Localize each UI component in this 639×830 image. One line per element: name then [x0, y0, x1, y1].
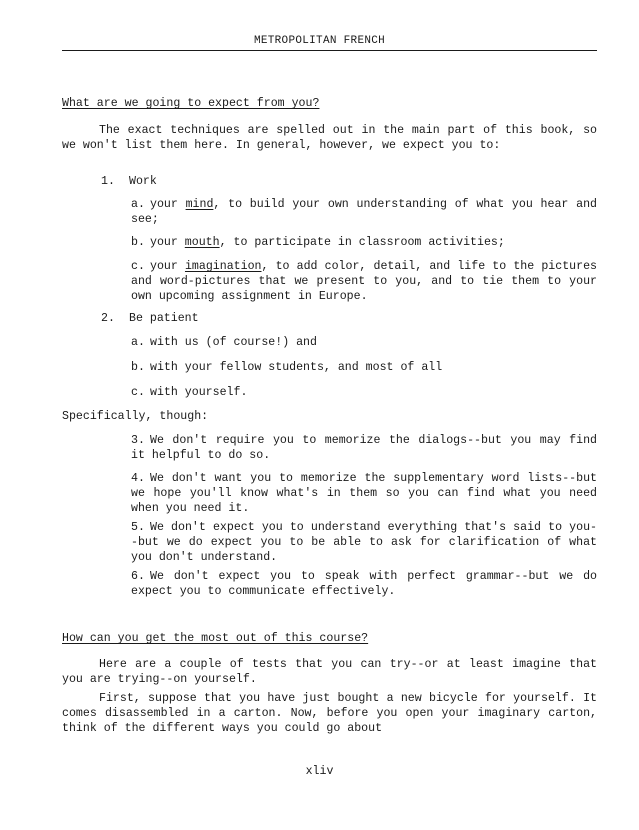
sub-text-post: , to build your own understanding of what you hear and see; — [131, 198, 597, 226]
list-item-work — [101, 174, 157, 189]
sub-item-fellow-students — [131, 360, 597, 375]
point-item — [131, 433, 597, 463]
sub-text-pre: your — [150, 260, 185, 273]
sub-item-mouth — [131, 235, 597, 250]
list-label: Work — [129, 175, 157, 188]
sub-text: with us (of course!) and — [150, 336, 317, 349]
page-number: xliv — [305, 765, 334, 778]
list-number: 1. — [101, 175, 115, 188]
point-number: 6. — [131, 570, 145, 583]
sub-text: with yourself. — [150, 386, 248, 399]
sub-letter: b. — [131, 361, 145, 374]
point-number: 4. — [131, 472, 145, 485]
running-header: METROPOLITAN FRENCH — [253, 35, 386, 47]
sub-text-post: , to add color, detail, and life to the pictures and word-pictures that we present to you, and to tie them to your own upcoming assignment in Europe. — [131, 260, 597, 303]
sub-letter: a. — [131, 198, 145, 211]
specifically-label: Specifically, though: — [62, 410, 209, 423]
point-number: 3. — [131, 434, 145, 447]
list-item-be-patient — [101, 311, 199, 326]
underlined-word: mouth — [184, 236, 220, 249]
sub-text-pre: your — [150, 236, 185, 249]
sub-item-yourself — [131, 385, 597, 400]
intro-text: The exact techniques are spelled out in the main part of this book, so we won't list them here. In general, however, we expect you to: — [62, 124, 597, 152]
bicycle-text: First, suppose that you have just bought a new bicycle for yourself. It comes disassembled in a carton. Now, before you open your imaginary carton, think of the different ways you could go about — [62, 692, 597, 735]
sub-item-mind — [131, 197, 597, 227]
point-item — [131, 520, 597, 565]
sub-letter: c. — [131, 260, 145, 273]
section-heading-expectations: What are we going to expect from you? — [62, 97, 320, 110]
point-text: We don't expect you to understand everything that's said to you--but we do expect you to be able to ask for clarification of what you don't understand. — [131, 521, 597, 564]
list-number: 2. — [101, 312, 115, 325]
sub-letter: a. — [131, 336, 145, 349]
section-heading-most-out: How can you get the most out of this course? — [62, 632, 369, 645]
list-label: Be patient — [129, 312, 199, 325]
bicycle-paragraph — [62, 691, 597, 736]
sub-text-post: , to participate in classroom activities; — [219, 236, 505, 249]
point-text: We don't require you to memorize the dialogs--but you may find it helpful to do so. — [131, 434, 597, 462]
point-text: We don't want you to memorize the supplementary word lists--but we hope you'll know what's in them so you can find what you need when you need it. — [131, 472, 597, 515]
sub-letter: b. — [131, 236, 145, 249]
point-number: 5. — [131, 521, 145, 534]
intro-paragraph — [62, 123, 597, 153]
underlined-word: imagination — [184, 260, 262, 273]
tests-paragraph — [62, 657, 597, 687]
sub-item-with-us — [131, 335, 597, 350]
tests-text: Here are a couple of tests that you can try--or at least imagine that you are trying--on yourself. — [62, 658, 597, 686]
point-text: We don't expect you to speak with perfect grammar--but we do expect you to communicate effectively. — [131, 570, 597, 598]
sub-letter: c. — [131, 386, 145, 399]
sub-text-pre: your — [150, 198, 186, 211]
sub-text: with your fellow students, and most of all — [150, 361, 443, 374]
underlined-word: mind — [185, 198, 214, 211]
sub-item-imagination — [131, 259, 597, 304]
header-rule — [62, 50, 597, 51]
point-item — [131, 471, 597, 516]
point-item — [131, 569, 597, 599]
